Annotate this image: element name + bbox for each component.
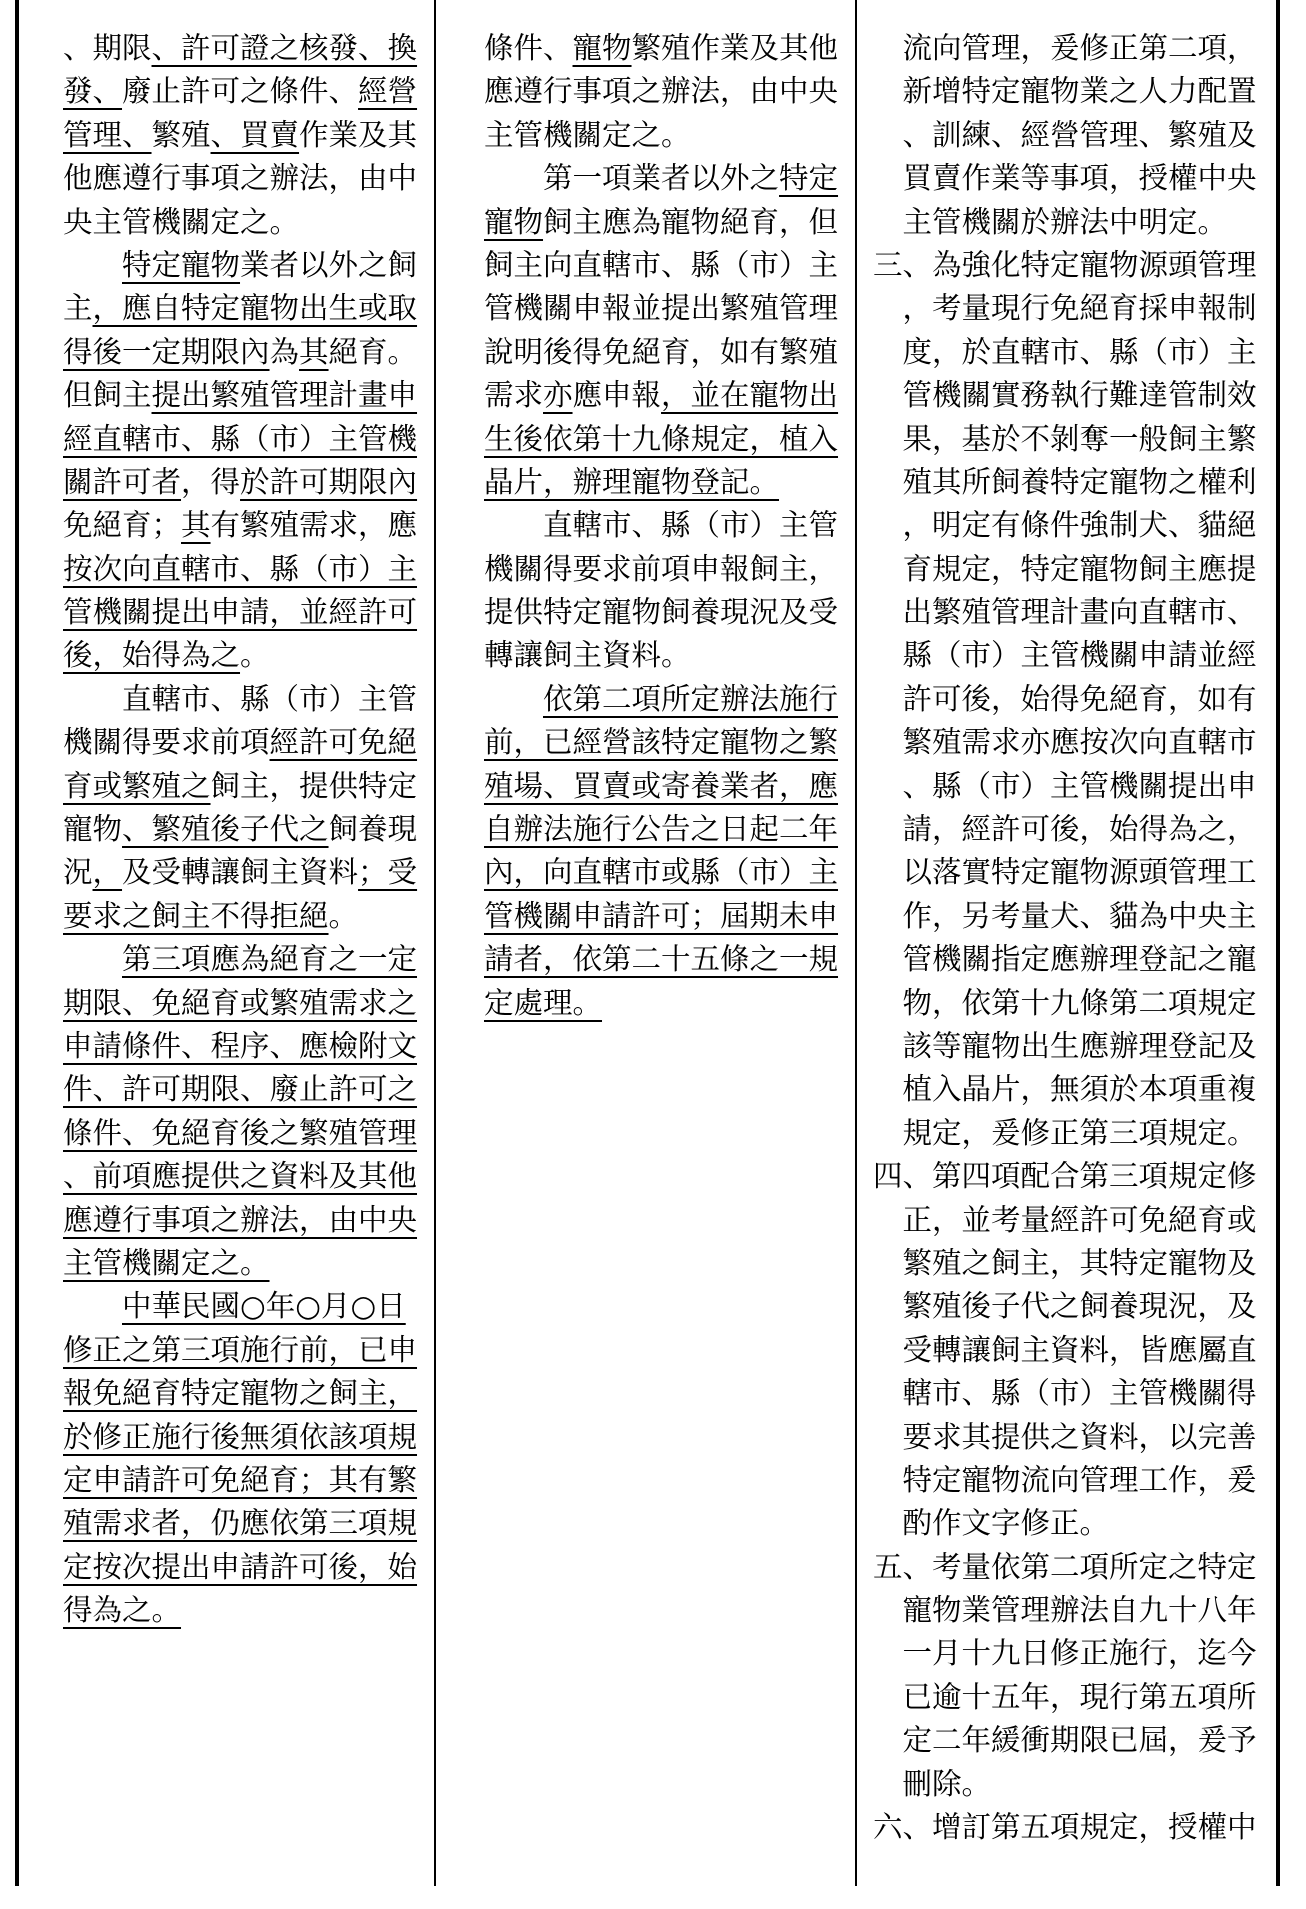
text-segment: 免絕育； [63,508,182,543]
text-line [873,1719,1271,1762]
text-line [873,1112,1271,1155]
underlined-amendment: 依第二項所定辦法施行 [543,681,839,716]
text-line [484,721,846,764]
text-line [63,27,425,70]
underlined-amendment: ， [92,855,123,890]
underlined-amendment: 其 [299,334,329,369]
text-line [63,938,425,981]
text-segment: 度，於直轄市、縣（市）主 [902,334,1257,369]
text-line [484,765,846,808]
underlined-amendment: 寵物 [572,31,632,65]
text-line [63,374,425,417]
text-line [484,244,846,287]
text-line [873,895,1271,938]
text-line [484,895,846,938]
text-line [484,418,846,461]
text-segment: 特定寵物流向管理工作，爰 [902,1462,1257,1497]
article-paragraph [63,938,425,1285]
text-segment: 第一項業者以外之 [543,161,780,196]
underlined-amendment: 、許可證之核發、換 [151,31,418,65]
underlined-amendment: ，應自特定寵物出生或取 [92,291,418,326]
text-line [873,1372,1271,1415]
text-segment: 說明後得免絕育，如有繁殖 [484,334,839,369]
amended-text-column [63,27,425,1632]
text-line [484,70,846,113]
underlined-amendment: 前，已經營該特定寵物之繁 [484,725,839,760]
article-paragraph [63,1285,425,1632]
text-segment: 作業及其 [299,117,418,152]
text-segment: 提供特定寵物飼養現況及受 [484,595,839,630]
text-line [873,678,1271,721]
text-line [484,461,846,504]
underlined-amendment: 關許可者 [63,464,182,499]
text-segment: 有繁殖需求，應 [210,508,418,543]
underlined-amendment: 育或繁殖之 [63,768,211,803]
underlined-amendment: 中華民國○年○月○日 [122,1289,406,1324]
explanation-item [873,244,1271,1155]
underlined-amendment: ，並在寵物出 [661,378,839,413]
text-line [63,1589,425,1632]
text-line [63,678,425,721]
text-segment: 殖其所飼養特定寵物之權利 [902,464,1257,499]
text-line [873,765,1271,808]
text-segment: 刪除。 [902,1766,992,1801]
text-line [873,1329,1271,1372]
text-segment: 出繁殖管理計畫向直轄市、 [902,595,1257,630]
text-line [63,1329,425,1372]
text-line [63,1155,425,1198]
text-line [63,461,425,504]
text-segment: 機關得要求前項申報飼主， [484,551,839,586]
text-line [63,1242,425,1285]
text-segment: 。 [328,898,359,933]
text-segment: 管機關指定應辦理登記之寵 [902,942,1257,977]
text-segment: 流向管理，爰修正第二項， [902,31,1257,65]
underlined-amendment: 條件、免絕育後之繁殖管理 [63,1115,418,1150]
underlined-amendment: 件、許可期限、廢止許可之 [63,1072,418,1107]
text-segment: 寵物業管理辦法自九十八年 [902,1593,1257,1628]
text-line [873,1676,1271,1719]
text-line [63,114,425,157]
underlined-amendment: 亦 [543,378,573,413]
underlined-amendment: 經許可免絕 [269,725,418,760]
text-segment: 寵物 [63,812,123,847]
underlined-amendment: 第三項應為絕育之一定 [122,942,418,977]
article-paragraph [484,27,846,157]
column-divider-1 [434,0,436,1886]
text-line [484,634,846,677]
text-segment: 酌作文字修正。 [902,1506,1110,1541]
text-line [873,418,1271,461]
text-line [873,287,1271,330]
text-line [63,331,425,374]
text-segment: 轉讓飼主資料。 [484,638,691,673]
text-line [484,27,846,70]
underlined-amendment: 生後依第十九條規定，植入 [484,421,839,456]
underlined-amendment: 、繁殖後子代之 [122,812,329,847]
text-line [484,982,846,1025]
underlined-amendment: 自辦法施行公告之日起二年 [484,812,839,847]
article-paragraph [484,504,846,678]
explanation-item [873,27,1271,244]
text-line [484,504,846,547]
underlined-amendment: 定申請許可免絕育；其有繁 [63,1462,418,1497]
text-line [873,721,1271,764]
text-line [873,1025,1271,1068]
underlined-amendment: 、買賣 [210,117,300,152]
text-line [873,70,1271,113]
text-line [63,765,425,808]
text-segment: 五、考量依第二項所定之特定 [873,1549,1257,1584]
text-segment: 及受轉讓飼主資料 [122,855,359,890]
text-segment: 物，依第十九條第二項規定 [902,985,1257,1020]
underlined-amendment: 提出繁殖管理計畫申 [151,378,418,413]
text-segment: 定二年緩衝期限已屆，爰予 [902,1723,1257,1758]
text-segment: 廢止許可之條件、 [122,74,359,109]
explanation-column [873,27,1271,1849]
text-segment: 主 [63,291,93,326]
text-segment: 一月十九日修正施行，迄今 [902,1636,1257,1671]
text-segment: 正，並考量經許可免絕育或 [902,1202,1257,1237]
text-line [63,201,425,244]
text-line [63,548,425,591]
text-segment: 四、第四項配合第三項規定修 [873,1159,1257,1194]
explanation-item [873,1806,1271,1849]
text-line [873,591,1271,634]
explanation-item [873,1546,1271,1806]
text-segment: 、訓練、經營管理、繁殖及 [902,117,1257,152]
underlined-amendment: 主管機關定之。 [63,1245,270,1280]
underlined-amendment: 特定寵物 [122,247,241,282]
text-line [873,1285,1271,1328]
text-line [63,591,425,634]
text-line [63,1199,425,1242]
text-segment: 、期限 [63,31,152,65]
text-segment: 應遵行事項之辦法，由中央 [484,74,839,109]
text-line [63,1546,425,1589]
text-segment: ，得 [181,464,241,499]
underlined-amendment: 後，始得為之 [63,638,241,673]
text-line [873,851,1271,894]
underlined-amendment: 、前項應提供之資料及其他 [63,1159,418,1194]
text-segment: 絕育。 [328,334,418,369]
text-segment: 況 [63,855,93,890]
text-line [63,1068,425,1111]
text-segment: 作，另考量犬、貓為中央主 [902,898,1257,933]
text-segment: 六、增訂第五項規定，授權中 [873,1810,1257,1845]
text-segment: ，明定有條件強制犬、貓絕 [902,508,1257,543]
table-border-left [15,0,19,1886]
text-line [63,1372,425,1415]
text-line [873,1589,1271,1632]
underlined-amendment: 其 [181,508,211,543]
text-line [873,1763,1271,1806]
article-paragraph [63,27,425,244]
text-line [873,982,1271,1025]
text-line [63,287,425,330]
article-paragraph [63,244,425,678]
underlined-amendment: 管機關提出申請，並經許可 [63,595,418,630]
text-segment: 植入晶片，無須於本項重複 [902,1072,1257,1107]
underlined-amendment: 得為之。 [63,1593,182,1628]
text-line [63,634,425,677]
text-line [484,548,846,591]
text-line [63,851,425,894]
text-segment: 機關得要求前項 [63,725,270,760]
column-divider-2 [855,0,857,1886]
text-segment: ，考量現行免絕育採申報制 [902,291,1257,326]
text-segment: 應申報 [572,378,662,413]
text-line [873,1416,1271,1459]
text-line [63,244,425,287]
text-segment: 果，基於不剝奪一般飼主繁 [902,421,1257,456]
current-text-column [484,27,846,1025]
article-paragraph [484,678,846,1025]
text-line [484,114,846,157]
text-segment: 繁殖需求亦應按次向直轄市 [902,725,1257,760]
text-line [873,374,1271,417]
text-line [63,808,425,851]
underlined-amendment: ；受 [358,855,418,890]
underlined-amendment: 報免絕育特定寵物之飼主， [63,1376,418,1411]
text-segment: 央主管機關定之。 [63,204,300,239]
underlined-amendment: 管機關申請許可；屆期未申 [484,898,839,933]
text-segment: 該等寵物出生應辦理登記及 [902,1028,1257,1063]
text-line [873,1806,1271,1849]
underlined-amendment: 定按次提出申請許可後，始 [63,1549,418,1584]
text-line [63,721,425,764]
text-line [873,1632,1271,1675]
text-segment: 轄市、縣（市）主管機關得 [902,1376,1257,1411]
text-line [63,504,425,547]
text-line [63,70,425,113]
underlined-amendment: 得後一定期限內 [63,334,270,369]
text-segment: 直轄市、縣（市）主管 [122,681,418,716]
text-line [484,331,846,374]
underlined-amendment: 晶片，辦理寵物登記。 [484,464,780,499]
text-line [873,938,1271,981]
underlined-amendment: 特定 [779,161,839,196]
underlined-amendment: 按次向直轄市、縣（市）主 [63,551,418,586]
underlined-amendment: 殖需求者，仍應依第三項規 [63,1506,418,1541]
text-line [484,808,846,851]
text-line [63,1459,425,1502]
text-segment: 飼主應為寵物絕育，但 [543,204,839,239]
text-line [873,201,1271,244]
text-line [873,114,1271,157]
text-line [873,1199,1271,1242]
text-segment: 繁殖之飼主，其特定寵物及 [902,1245,1257,1280]
underlined-amendment: 要求之飼主不得拒絕 [63,898,329,933]
text-segment: 需求 [484,378,544,413]
text-line [63,157,425,200]
underlined-amendment: 經營 [358,74,418,109]
text-line [873,27,1271,70]
text-segment: 飼主向直轄市、縣（市）主 [484,247,839,282]
text-line [63,1502,425,1545]
text-segment: 管機關申報並提出繁殖管理 [484,291,839,326]
text-line [873,1155,1271,1198]
text-segment: 飼主，提供特定 [210,768,418,803]
text-segment: 繁殖作業及其他 [631,31,839,65]
text-line [484,938,846,981]
text-line [484,201,846,244]
text-line [63,982,425,1025]
underlined-amendment: 於修正施行後無須依該項規 [63,1419,418,1454]
text-line [63,1285,425,1328]
text-line [484,591,846,634]
text-line [873,1242,1271,1285]
text-segment: 以落實特定寵物源頭管理工 [902,855,1257,890]
text-segment: 新增特定寵物業之人力配置 [902,74,1257,109]
text-segment: 三、為強化特定寵物源頭管理 [873,247,1257,282]
text-line [873,157,1271,200]
text-segment: 縣（市）主管機關申請並經 [902,638,1257,673]
table-border-right [1276,0,1280,1886]
text-segment: 直轄市、縣（市）主管 [543,508,839,543]
text-line [63,895,425,938]
text-segment: 育規定，特定寵物飼主應提 [902,551,1257,586]
text-line [484,157,846,200]
text-line [873,504,1271,547]
text-line [873,548,1271,591]
underlined-amendment: 修正之第三項施行前，已申 [63,1332,418,1367]
text-line [873,461,1271,504]
underlined-amendment: 經直轄市、縣（市）主管機 [63,421,418,456]
text-line [873,1068,1271,1111]
text-line [484,678,846,721]
text-segment: 要求其提供之資料，以完善 [902,1419,1257,1454]
text-line [484,851,846,894]
text-segment: 、縣（市）主管機關提出申 [902,768,1257,803]
underlined-amendment: 於許可期限內 [240,464,418,499]
text-segment: 。 [240,638,270,673]
underlined-amendment: 內，向直轄市或縣（市）主 [484,855,839,890]
text-segment: 主管機關定之。 [484,117,691,152]
text-line [873,331,1271,374]
underlined-amendment: 申請條件、程序、應檢附文 [63,1028,418,1063]
underlined-amendment: 定處理。 [484,985,603,1020]
underlined-amendment: 管理、 [63,117,152,152]
underlined-amendment: 請者，依第二十五條之一規 [484,942,839,977]
text-segment: 為 [269,334,300,369]
text-line [63,1112,425,1155]
text-segment: 規定，爰修正第三項規定。 [902,1115,1257,1150]
text-segment: 已逾十五年，現行第五項所 [902,1679,1257,1714]
underlined-amendment: 應遵行事項之辦法，由中央 [63,1202,418,1237]
text-line [63,1416,425,1459]
article-paragraph [484,157,846,504]
underlined-amendment: 發、 [63,74,123,109]
underlined-amendment: 寵物 [484,204,544,239]
article-paragraph [63,678,425,938]
text-segment: 買賣作業等事項，授權中央 [902,161,1257,196]
text-segment: 繁殖 [151,117,211,152]
text-line [873,1546,1271,1589]
text-line [873,1459,1271,1502]
text-segment: 他應遵行事項之辦法，由中 [63,161,418,196]
text-line [484,374,846,417]
text-segment: 但飼主 [63,378,152,413]
text-segment: 繁殖後子代之飼養現況，及 [902,1289,1257,1324]
text-line [63,1025,425,1068]
underlined-amendment: 殖場、買賣或寄養業者，應 [484,768,839,803]
underlined-amendment: 期限、免絕育或繁殖需求之 [63,985,418,1020]
text-line [63,418,425,461]
explanation-item [873,1155,1271,1546]
text-segment: 請，經許可後，始得為之， [902,812,1257,847]
text-line [873,1502,1271,1545]
text-line [873,808,1271,851]
text-line [484,287,846,330]
text-line [873,244,1271,287]
text-segment: 條件、 [484,31,573,65]
text-segment: 業者以外之飼 [240,247,418,282]
text-segment: 管機關實務執行難達管制效 [902,378,1257,413]
text-segment: 許可後，始得免絕育，如有 [902,681,1257,716]
text-segment: 受轉讓飼主資料，皆應屬直 [902,1332,1257,1367]
text-segment: 飼養現 [328,812,418,847]
text-line [873,634,1271,677]
text-segment: 主管機關於辦法中明定。 [902,204,1228,239]
